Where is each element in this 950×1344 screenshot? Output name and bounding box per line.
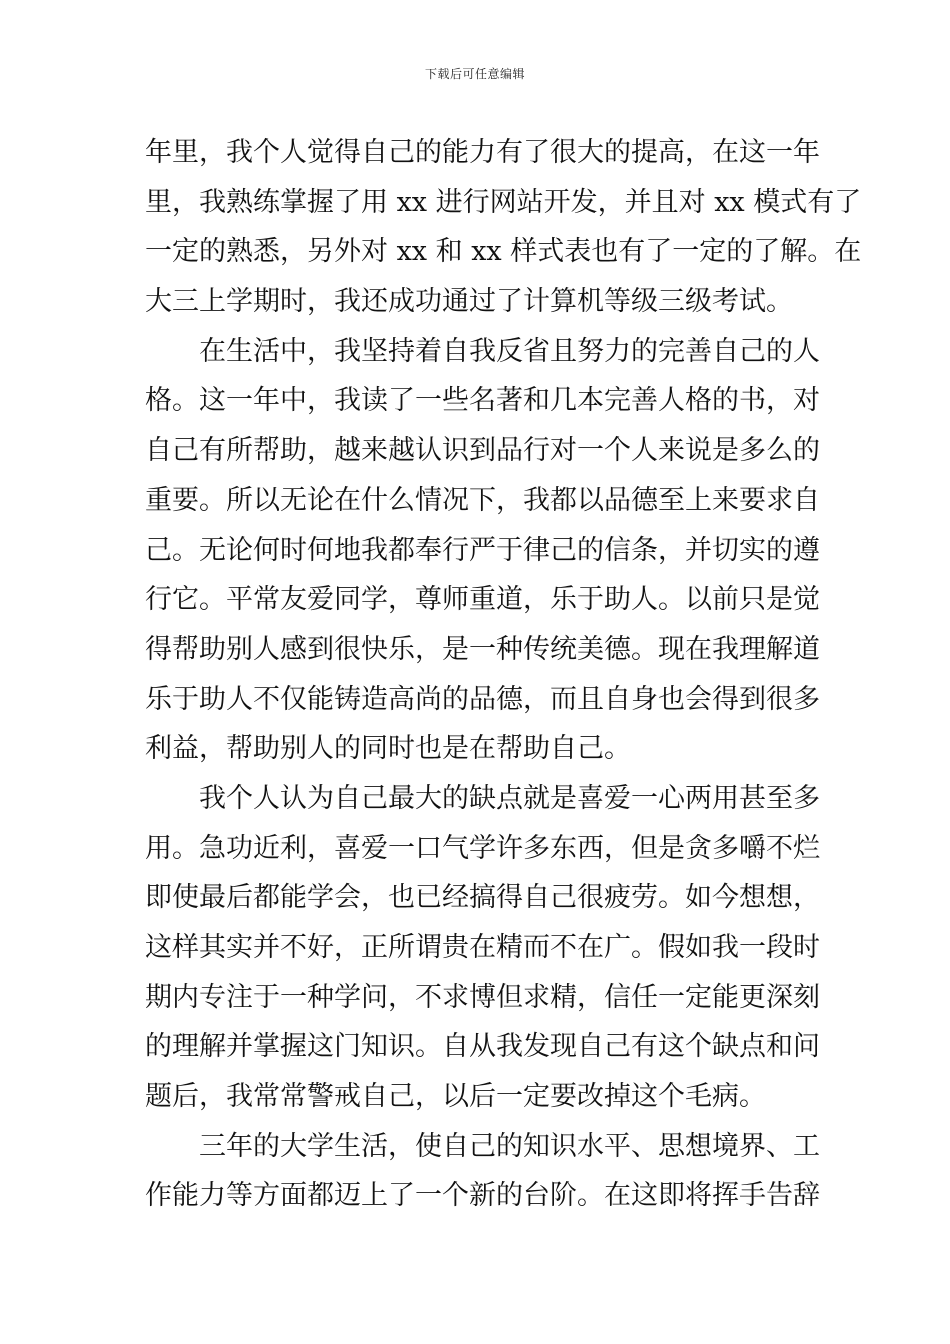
- text-line: 三年的大学生活，使自己的知识水平、思想境界、工: [199, 1130, 820, 1162]
- text-line: 题后，我常常警戒自己，以后一定要改掉这个毛病。: [145, 1081, 766, 1113]
- text-line: 利益，帮助别人的同时也是在帮助自己。: [145, 733, 631, 765]
- document-body: [145, 128, 862, 1221]
- text-line: 己。无论何时何地我都奉行严于律己的信条，并切实的遵: [145, 534, 820, 566]
- text-line: 乐于助人不仅能铸造高尚的品德，而且自身也会得到很多: [145, 683, 820, 715]
- text-line: 用。急功近利，喜爱一口气学许多东西，但是贪多嚼不烂: [145, 832, 820, 864]
- text-line: 大三上学期时，我还成功通过了计算机等级三级考试。: [145, 286, 793, 318]
- text-line: 即使最后都能学会，也已经搞得自己很疲劳。如今想想，: [145, 882, 820, 914]
- text-line: 重要。所以无论在什么情况下，我都以品德至上来要求自: [145, 484, 820, 516]
- text-line: 这样其实并不好，正所谓贵在精而不在广。假如我一段时: [145, 932, 820, 963]
- text-line: 我个人认为自己最大的缺点就是喜爱一心两用甚至多: [199, 782, 820, 814]
- text-line: 在生活中，我坚持着自我反省且努力的完善自己的人: [199, 335, 820, 367]
- text-line: 格。这一年中，我读了一些名著和几本完善人格的书，对: [145, 385, 820, 417]
- text-line: 行它。平常友爱同学，尊师重道，乐于助人。以前只是觉: [145, 584, 820, 616]
- text-line: 里，我熟练掌握了用 xx 进行网站开发，并且对 xx 模式有了: [145, 186, 862, 218]
- text-line: 年里，我个人觉得自己的能力有了很大的提高，在这一年: [145, 137, 820, 168]
- text-line: 得帮助别人感到很快乐，是一种传统美德。现在我理解道: [145, 633, 820, 665]
- text-line: 期内专注于一种学问，不求博但求精，信任一定能更深刻: [145, 981, 820, 1013]
- text-line: 的理解并掌握这门知识。自从我发现自己有这个缺点和问: [145, 1031, 820, 1063]
- text-line: 自己有所帮助，越来越认识到品行对一个人来说是多么的: [145, 435, 820, 467]
- page-header-note: 下载后可任意编辑: [424, 67, 525, 81]
- text-line: 一定的熟悉，另外对 xx 和 xx 样式表也有了一定的了解。在: [145, 236, 862, 268]
- text-line: 作能力等方面都迈上了一个新的台阶。在这即将挥手告辞: [145, 1180, 820, 1212]
